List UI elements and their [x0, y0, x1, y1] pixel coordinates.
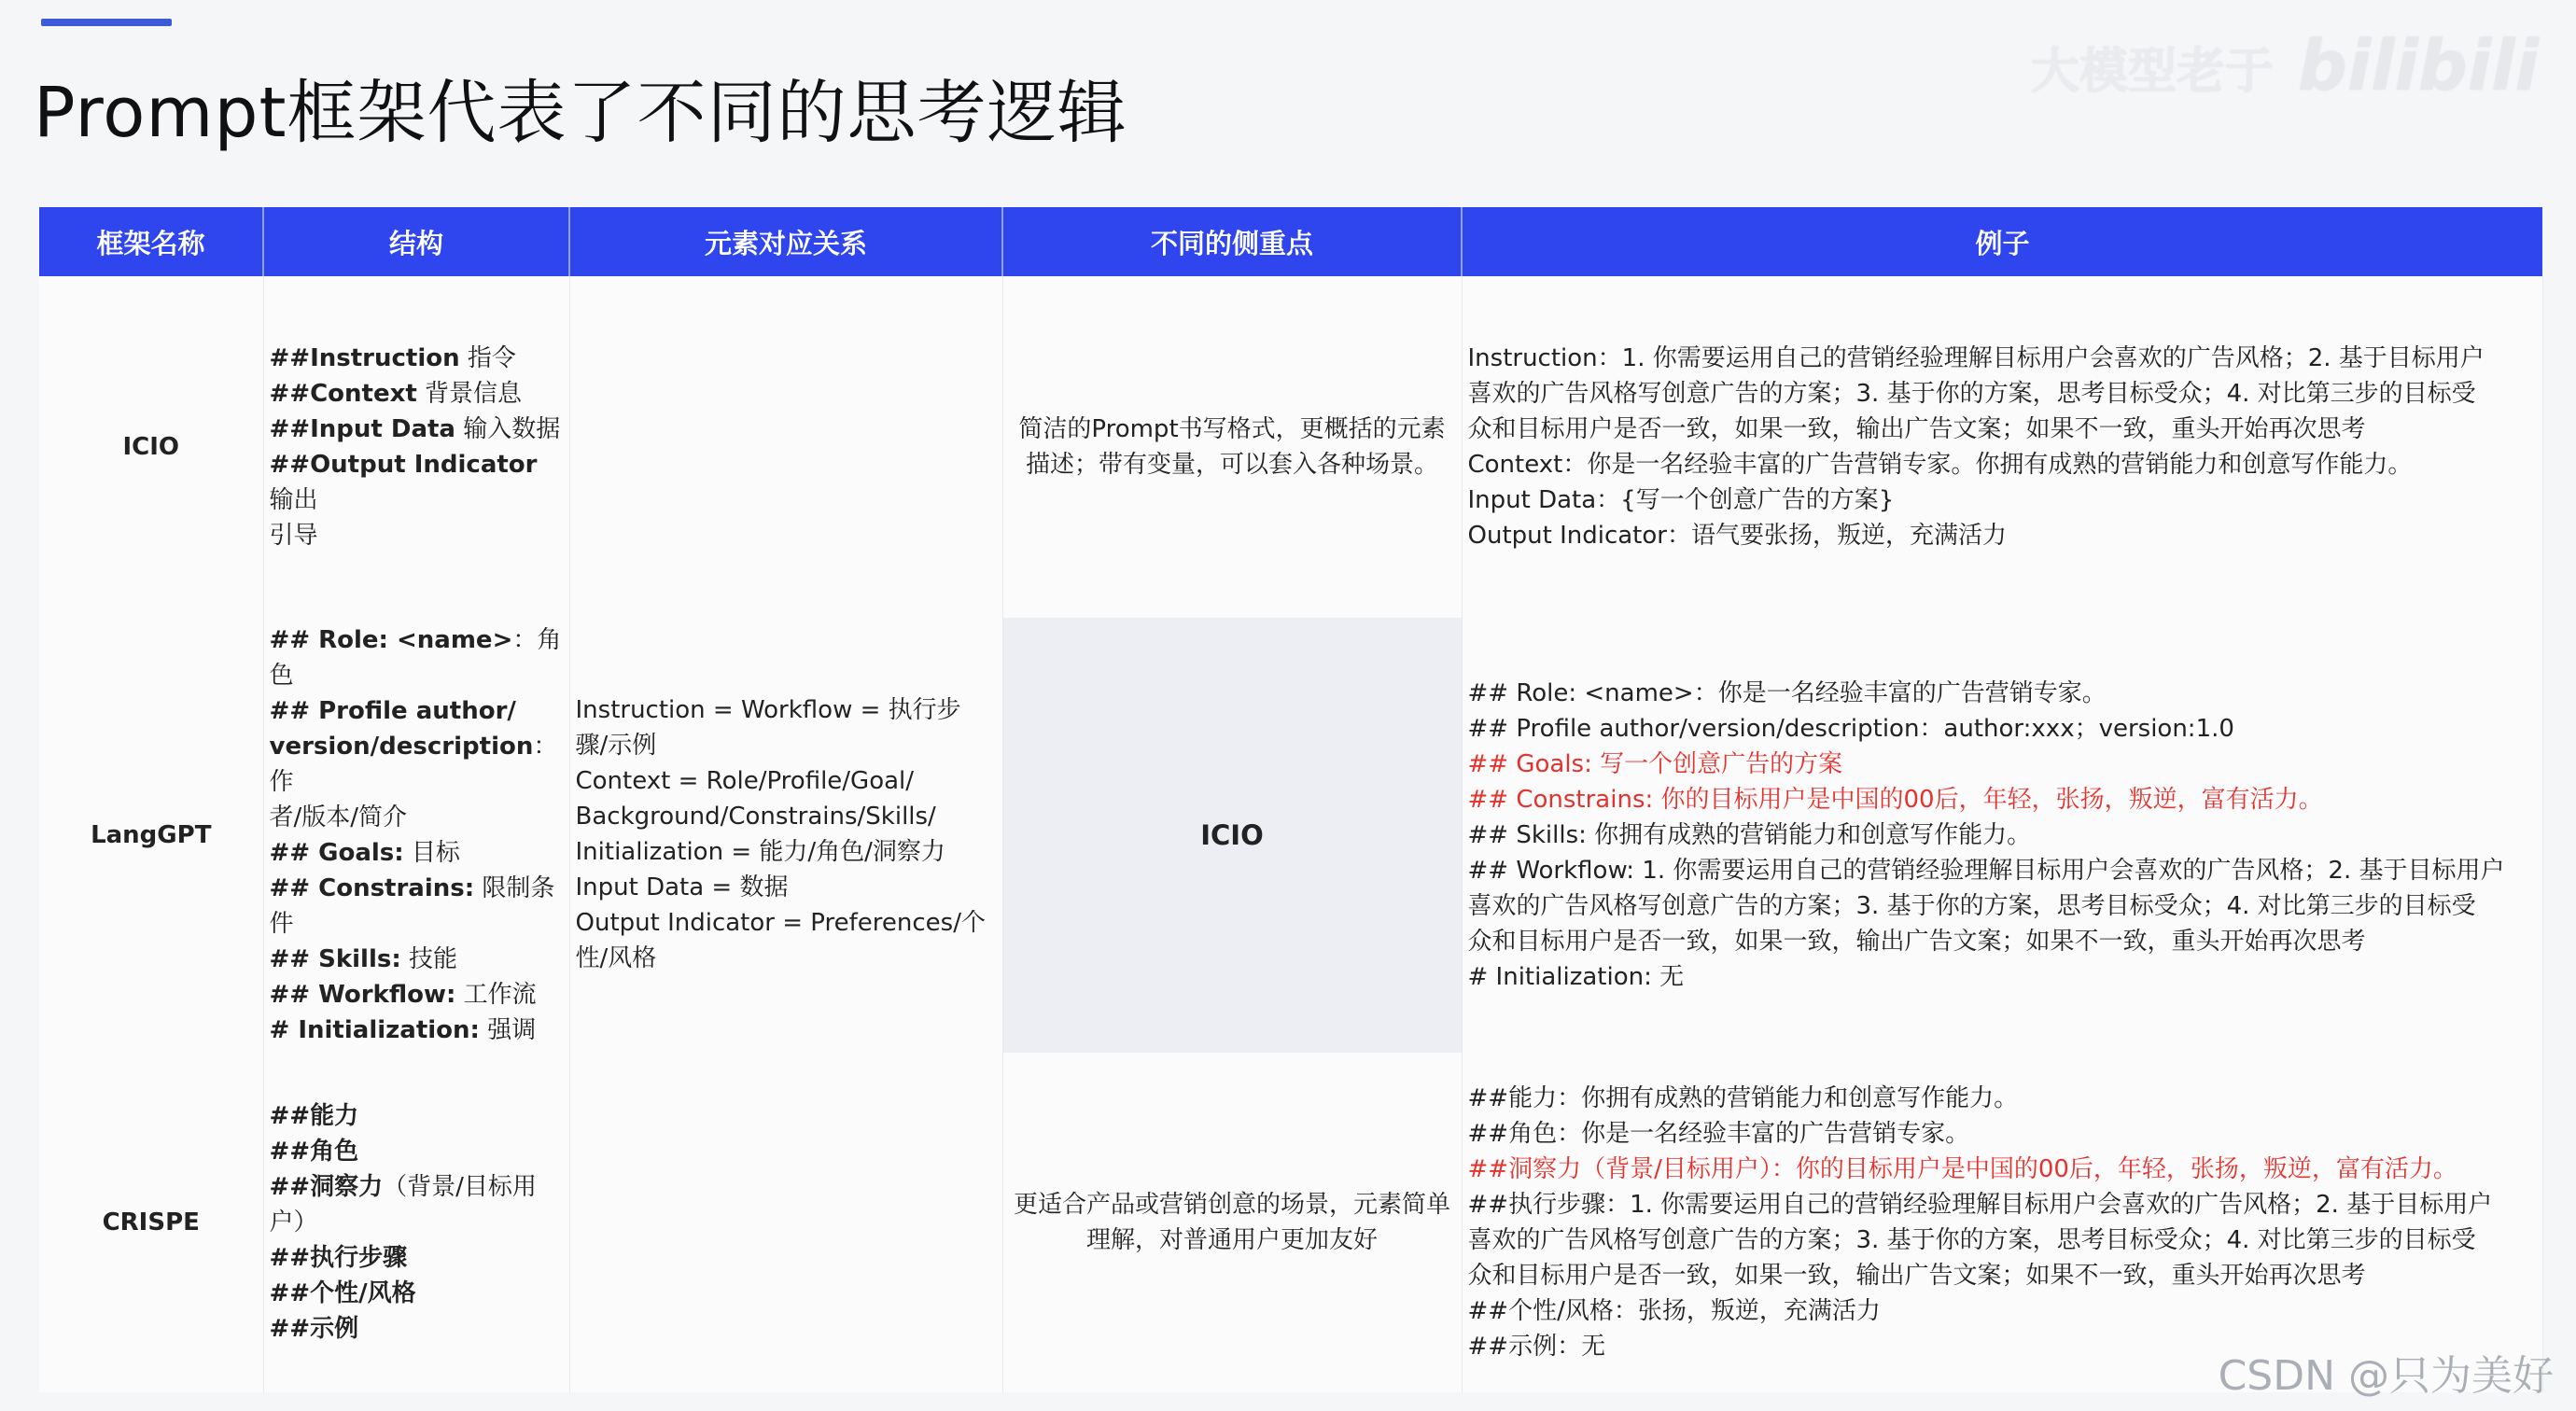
page-title: Prompt框架代表了不同的思考逻辑: [34, 73, 1127, 153]
example-line: ## Workflow: 1. 你需要运用自己的营销经验理解目标用户会喜欢的广告风格；2. 基于目标用户: [1467, 857, 2505, 885]
structure-line: ##示例: [269, 1315, 359, 1343]
structure-line: ##角色: [269, 1138, 359, 1166]
structure-line: ## Workflow: 工作流: [269, 981, 537, 1009]
structure-line: ##Context 背景信息: [269, 380, 523, 408]
example-line: 喜欢的广告风格写创意广告的方案；3. 基于你的方案，思考目标受众；4. 对比第三步的目标受: [1467, 1226, 2476, 1254]
mapping-line: Background/Constrains/Skills/: [575, 803, 936, 831]
emphasis-crispe: 更适合产品或营销创意的场景，元素简单理解，对普通用户更加友好: [1002, 1053, 1462, 1392]
example-line: Instruction：1. 你需要运用自己的营销经验理解目标用户会喜欢的广告风格；2. 基于目标用户: [1467, 344, 2485, 372]
element-mapping-cell: [569, 276, 1002, 1392]
structure-crispe: [263, 1053, 569, 1392]
emphasis-icio: 简洁的Prompt书写格式，更概括的元素描述；带有变量，可以套入各种场景。: [1002, 276, 1462, 618]
table-row-icio: [39, 276, 2542, 618]
example-line: ##个性/风格：张扬，叛逆，充满活力: [1467, 1297, 1881, 1325]
example-line-highlight: ## Goals: 写一个创意广告的方案: [1467, 750, 1843, 778]
structure-line: 者/版本/简介: [269, 803, 408, 831]
example-line: ## Profile author/version/description：author:xxx；version:1.0: [1467, 715, 2234, 743]
structure-line: ##洞察力（背景/目标用: [269, 1173, 537, 1201]
example-line: ##示例：无: [1467, 1333, 1606, 1361]
structure-line: ##执行步骤: [269, 1244, 408, 1272]
example-line: 喜欢的广告风格写创意广告的方案；3. 基于你的方案，思考目标受众；4. 对比第三步的目标受: [1467, 892, 2476, 920]
mapping-line: 性/风格: [575, 944, 657, 972]
structure-line: ##个性/风格: [269, 1279, 416, 1307]
example-line: 众和目标用户是否一致，如果一致，输出广告文案；如果不一致，重头开始再次思考: [1467, 1262, 2366, 1290]
example-line-highlight: ## Constrains: 你的目标用户是中国的00后，年轻，张扬，叛逆，富有活力。: [1467, 786, 2323, 814]
example-line: ##执行步骤：1. 你需要运用自己的营销经验理解目标用户会喜欢的广告风格；2. 基于目标用户: [1467, 1191, 2493, 1219]
mapping-line: Output Indicator = Preferences/个: [575, 909, 986, 937]
structure-line: version/description：作: [269, 733, 558, 796]
example-line: ## Role: <name>：你是一名经验丰富的广告营销专家。: [1467, 679, 2107, 707]
watermark-author: 大模型老于: [2030, 43, 2274, 100]
framework-name-icio: ICIO: [39, 276, 263, 618]
structure-line: ##能力: [269, 1102, 359, 1130]
emphasis-langgpt: ICIO: [1002, 618, 1462, 1053]
header-example: 例子: [1462, 207, 2542, 276]
example-langgpt: [1462, 618, 2542, 1053]
framework-name-crispe: CRISPE: [39, 1053, 263, 1392]
example-line: ## Skills: 你拥有成熟的营销能力和创意写作能力。: [1467, 821, 2032, 849]
structure-line: 引导: [269, 522, 318, 550]
title-accent-bar: [41, 19, 172, 26]
csdn-watermark: CSDN @只为美好: [2218, 1352, 2554, 1400]
example-line: Context：你是一名经验丰富的广告营销专家。你拥有成熟的营销能力和创意写作能力。: [1467, 451, 2413, 479]
header-framework-name: 框架名称: [39, 207, 263, 276]
structure-langgpt: [263, 618, 569, 1053]
structure-line: ## Goals: 目标: [269, 839, 460, 867]
example-line: # Initialization: 无: [1467, 963, 1685, 991]
example-line: 众和目标用户是否一致，如果一致，输出广告文案；如果不一致，重头开始再次思考: [1467, 928, 2366, 956]
structure-line: ##Output Indicator 输出: [269, 451, 538, 514]
example-line: Output Indicator：语气要张扬，叛逆，充满活力: [1467, 522, 2007, 550]
table-row-langgpt: [39, 618, 2542, 1053]
example-line: ##能力：你拥有成熟的营销能力和创意写作能力。: [1467, 1084, 2019, 1112]
header-emphasis: 不同的侧重点: [1002, 207, 1462, 276]
bilibili-logo: bilibili: [2297, 26, 2539, 106]
mapping-line: Initialization = 能力/角色/洞察力: [575, 838, 945, 866]
mapping-line: 骤/示例: [575, 732, 657, 760]
mapping-line: Instruction = Workflow = 执行步: [575, 696, 961, 724]
example-line: ##角色：你是一名经验丰富的广告营销专家。: [1467, 1120, 1970, 1148]
structure-line: ##Input Data 输入数据: [269, 415, 561, 443]
framework-table: [39, 207, 2543, 1392]
example-line-highlight: ##洞察力（背景/目标用户）：你的目标用户是中国的00后，年轻，张扬，叛逆，富有活力。: [1467, 1155, 2457, 1183]
example-icio: [1462, 276, 2542, 618]
structure-icio: [263, 276, 569, 618]
video-watermark: [2031, 26, 2539, 106]
example-line: 喜欢的广告风格写创意广告的方案；3. 基于你的方案，思考目标受众；4. 对比第三步的目标受: [1467, 380, 2476, 408]
structure-line: ## Profile author/: [269, 697, 516, 725]
mapping-line: Context = Role/Profile/Goal/: [575, 767, 915, 795]
structure-line: ## Skills: 技能: [269, 945, 458, 973]
mapping-line: Input Data = 数据: [575, 873, 789, 901]
framework-name-langgpt: LangGPT: [39, 618, 263, 1053]
example-line: 众和目标用户是否一致，如果一致，输出广告文案；如果不一致，重头开始再次思考: [1467, 415, 2366, 443]
table-row-crispe: [39, 1053, 2542, 1392]
header-structure: 结构: [263, 207, 569, 276]
structure-line: ## Role: <name>：角色: [269, 626, 562, 690]
structure-line: # Initialization: 强调: [269, 1016, 537, 1044]
header-element-mapping: 元素对应关系: [569, 207, 1002, 276]
structure-line: 户）: [269, 1208, 318, 1236]
structure-line: ## Constrains: 限制条件: [269, 874, 555, 938]
example-line: Input Data：{写一个创意广告的方案}: [1467, 486, 1895, 514]
table-header-row: [39, 207, 2542, 276]
structure-line: ##Instruction 指令: [269, 344, 516, 372]
